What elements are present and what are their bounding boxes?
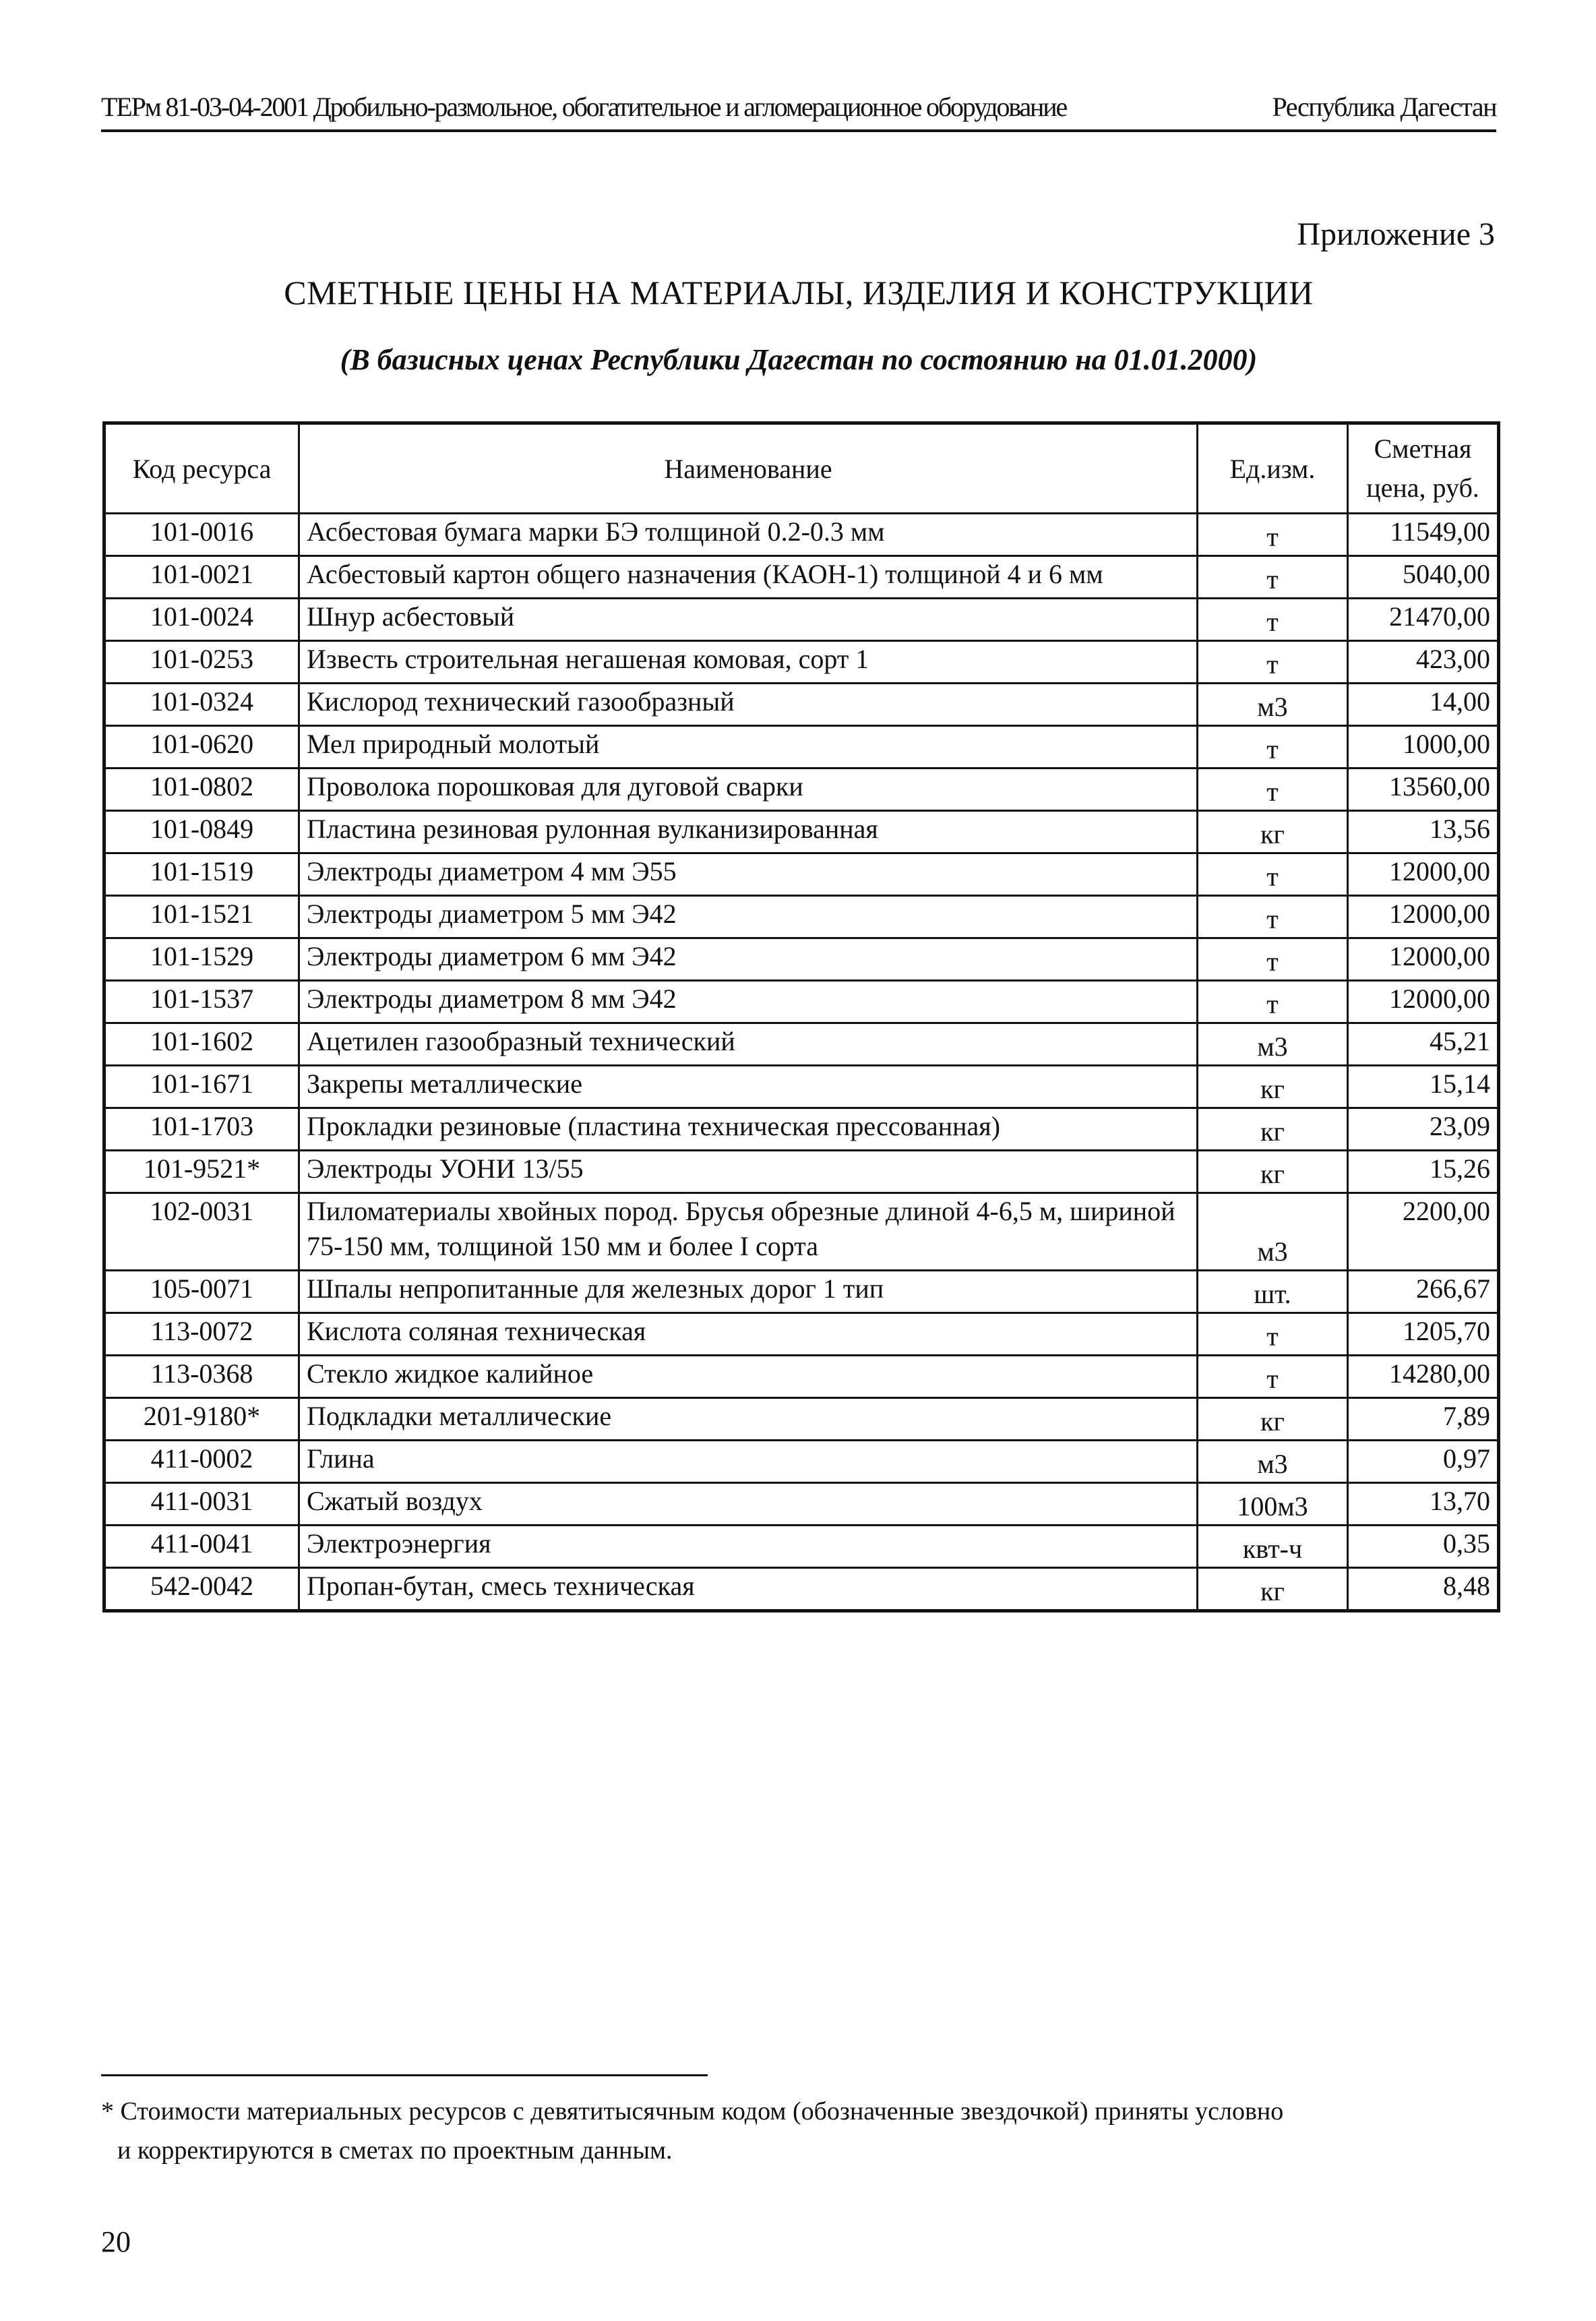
cell-code: 101-1703 (104, 1108, 299, 1151)
table-row (104, 726, 1499, 768)
cell-price: 13560,00 (1348, 768, 1499, 811)
cell-code: 101-1529 (104, 938, 299, 981)
cell-code: 101-0253 (104, 641, 299, 684)
table-row (104, 981, 1499, 1023)
cell-price: 15,14 (1348, 1066, 1499, 1108)
cell-name: Электроды диаметром 4 мм Э55 (299, 853, 1198, 896)
cell-price: 12000,00 (1348, 938, 1499, 981)
footnote (101, 2092, 1382, 2170)
cell-unit: т (1198, 896, 1348, 938)
cell-name: Закрепы металлические (299, 1066, 1198, 1108)
cell-name: Электроды УОНИ 13/55 (299, 1151, 1198, 1193)
cell-price: 12000,00 (1348, 853, 1499, 896)
cell-name: Шпалы непропитанные для железных дорог 1 тип (299, 1271, 1198, 1313)
cell-unit: квт-ч (1198, 1526, 1348, 1568)
cell-name: Электроды диаметром 8 мм Э42 (299, 981, 1198, 1023)
footnote-line-1: * Стоимости материальных ресурсов с девятитысячным кодом (обозначенные звездочкой) приняты условно (101, 2097, 1284, 2126)
table-row (104, 1271, 1499, 1313)
cell-unit: м3 (1198, 1193, 1348, 1271)
cell-code: 101-1671 (104, 1066, 299, 1108)
cell-price: 45,21 (1348, 1023, 1499, 1066)
cell-price: 13,56 (1348, 811, 1499, 853)
table-row (104, 641, 1499, 684)
table-row (104, 1441, 1499, 1483)
cell-code: 411-0031 (104, 1483, 299, 1526)
cell-unit: кг (1198, 1398, 1348, 1441)
cell-code: 101-0620 (104, 726, 299, 768)
table-row (104, 1483, 1499, 1526)
table-row (104, 1313, 1499, 1356)
cell-price: 15,26 (1348, 1151, 1499, 1193)
cell-unit: шт. (1198, 1271, 1348, 1313)
column-header-name: Наименование (299, 423, 1198, 514)
region-label: Республика Дагестан (1272, 92, 1496, 122)
cell-name: Пиломатериалы хвойных пород. Брусья обрезные длиной 4-6,5 м, шириной 75-150 мм, толщиной 150 мм и более I сорта (299, 1193, 1198, 1271)
cell-unit: т (1198, 1356, 1348, 1398)
cell-code: 101-1537 (104, 981, 299, 1023)
cell-code: 101-0324 (104, 684, 299, 726)
cell-price: 8,48 (1348, 1568, 1499, 1611)
document-reference: ТЕРм 81-03-04-2001 Дробильно-размольное, обогатительное и агломерационное оборудование (101, 92, 1066, 122)
table-header-row (104, 423, 1499, 514)
cell-unit: кг (1198, 1108, 1348, 1151)
footnote-line-2: и корректируются в сметах по проектным данным. (117, 2136, 673, 2165)
table-row (104, 684, 1499, 726)
cell-name: Шнур асбестовый (299, 599, 1198, 641)
cell-name: Кислород технический газообразный (299, 684, 1198, 726)
cell-unit: м3 (1198, 684, 1348, 726)
table-row (104, 938, 1499, 981)
cell-price: 5040,00 (1348, 556, 1499, 599)
cell-unit: кг (1198, 1568, 1348, 1611)
cell-price: 2200,00 (1348, 1193, 1499, 1271)
table-row (104, 1193, 1499, 1271)
table-row (104, 1066, 1499, 1108)
table-row (104, 768, 1499, 811)
cell-code: 101-0802 (104, 768, 299, 811)
cell-name: Подкладки металлические (299, 1398, 1198, 1441)
cell-unit: т (1198, 768, 1348, 811)
cell-code: 101-0021 (104, 556, 299, 599)
cell-unit: т (1198, 599, 1348, 641)
cell-code: 411-0002 (104, 1441, 299, 1483)
cell-unit: м3 (1198, 1023, 1348, 1066)
appendix-label: Приложение 3 (1297, 216, 1495, 252)
table-row (104, 896, 1499, 938)
cell-code: 411-0041 (104, 1526, 299, 1568)
table-row (104, 1398, 1499, 1441)
cell-unit: т (1198, 1313, 1348, 1356)
cell-code: 101-1521 (104, 896, 299, 938)
cell-code: 101-1519 (104, 853, 299, 896)
cell-code: 113-0072 (104, 1313, 299, 1356)
cell-name: Электроды диаметром 6 мм Э42 (299, 938, 1198, 981)
cell-unit: т (1198, 938, 1348, 981)
column-header-price: Сметная цена, руб. (1348, 423, 1499, 514)
cell-name: Мел природный молотый (299, 726, 1198, 768)
cell-name: Прокладки резиновые (пластина техническая прессованная) (299, 1108, 1198, 1151)
cell-price: 1000,00 (1348, 726, 1499, 768)
cell-unit: кг (1198, 1066, 1348, 1108)
cell-name: Сжатый воздух (299, 1483, 1198, 1526)
cell-code: 113-0368 (104, 1356, 299, 1398)
cell-name: Кислота соляная техническая (299, 1313, 1198, 1356)
page-subtitle: (В базисных ценах Республики Дагестан по состоянию на 01.01.2000) (340, 343, 1258, 376)
table-row (104, 853, 1499, 896)
table-row (104, 811, 1499, 853)
table-row (104, 1151, 1499, 1193)
cell-name: Электроэнергия (299, 1526, 1198, 1568)
cell-name: Известь строительная негашеная комовая, сорт 1 (299, 641, 1198, 684)
cell-price: 7,89 (1348, 1398, 1499, 1441)
cell-name: Электроды диаметром 5 мм Э42 (299, 896, 1198, 938)
table-row (104, 514, 1499, 556)
cell-code: 101-9521* (104, 1151, 299, 1193)
cell-unit: 100м3 (1198, 1483, 1348, 1526)
table-row (104, 1526, 1499, 1568)
cell-unit: м3 (1198, 1441, 1348, 1483)
cell-name: Глина (299, 1441, 1198, 1483)
footnote-divider (101, 2074, 708, 2076)
cell-price: 0,35 (1348, 1526, 1499, 1568)
running-header (101, 81, 1496, 132)
cell-price: 11549,00 (1348, 514, 1499, 556)
page-title: СМЕТНЫЕ ЦЕНЫ НА МАТЕРИАЛЫ, ИЗДЕЛИЯ И КОНСТРУКЦИИ (284, 274, 1314, 311)
cell-code: 101-0016 (104, 514, 299, 556)
cell-unit: т (1198, 981, 1348, 1023)
cell-name: Пластина резиновая рулонная вулканизированная (299, 811, 1198, 853)
cell-code: 101-1602 (104, 1023, 299, 1066)
cell-unit: т (1198, 726, 1348, 768)
cell-price: 23,09 (1348, 1108, 1499, 1151)
column-header-unit: Ед.изм. (1198, 423, 1348, 514)
table-row (104, 599, 1499, 641)
cell-price: 423,00 (1348, 641, 1499, 684)
table-row (104, 1568, 1499, 1611)
cell-unit: т (1198, 853, 1348, 896)
cell-name: Пропан-бутан, смесь техническая (299, 1568, 1198, 1611)
cell-price: 1205,70 (1348, 1313, 1499, 1356)
cell-code: 102-0031 (104, 1193, 299, 1271)
cell-name: Проволока порошковая для дуговой сварки (299, 768, 1198, 811)
table-row (104, 1023, 1499, 1066)
cell-unit: кг (1198, 811, 1348, 853)
cell-name: Асбестовая бумага марки БЭ толщиной 0.2-0.3 мм (299, 514, 1198, 556)
price-table (102, 421, 1500, 1612)
cell-name: Асбестовый картон общего назначения (КАОН-1) толщиной 4 и 6 мм (299, 556, 1198, 599)
cell-code: 542-0042 (104, 1568, 299, 1611)
page-number: 20 (101, 2225, 131, 2258)
cell-name: Стекло жидкое калийное (299, 1356, 1198, 1398)
cell-name: Ацетилен газообразный технический (299, 1023, 1198, 1066)
table-row (104, 556, 1499, 599)
cell-code: 105-0071 (104, 1271, 299, 1313)
cell-unit: т (1198, 556, 1348, 599)
cell-price: 12000,00 (1348, 981, 1499, 1023)
cell-price: 14280,00 (1348, 1356, 1499, 1398)
cell-price: 14,00 (1348, 684, 1499, 726)
cell-price: 12000,00 (1348, 896, 1499, 938)
cell-price: 13,70 (1348, 1483, 1499, 1526)
table-row (104, 1356, 1499, 1398)
table-body (104, 514, 1499, 1611)
cell-unit: т (1198, 641, 1348, 684)
column-header-code: Код ресурса (104, 423, 299, 514)
cell-unit: т (1198, 514, 1348, 556)
cell-code: 101-0024 (104, 599, 299, 641)
cell-code: 201-9180* (104, 1398, 299, 1441)
cell-price: 21470,00 (1348, 599, 1499, 641)
table-row (104, 1108, 1499, 1151)
cell-price: 0,97 (1348, 1441, 1499, 1483)
cell-unit: кг (1198, 1151, 1348, 1193)
cell-price: 266,67 (1348, 1271, 1499, 1313)
cell-code: 101-0849 (104, 811, 299, 853)
